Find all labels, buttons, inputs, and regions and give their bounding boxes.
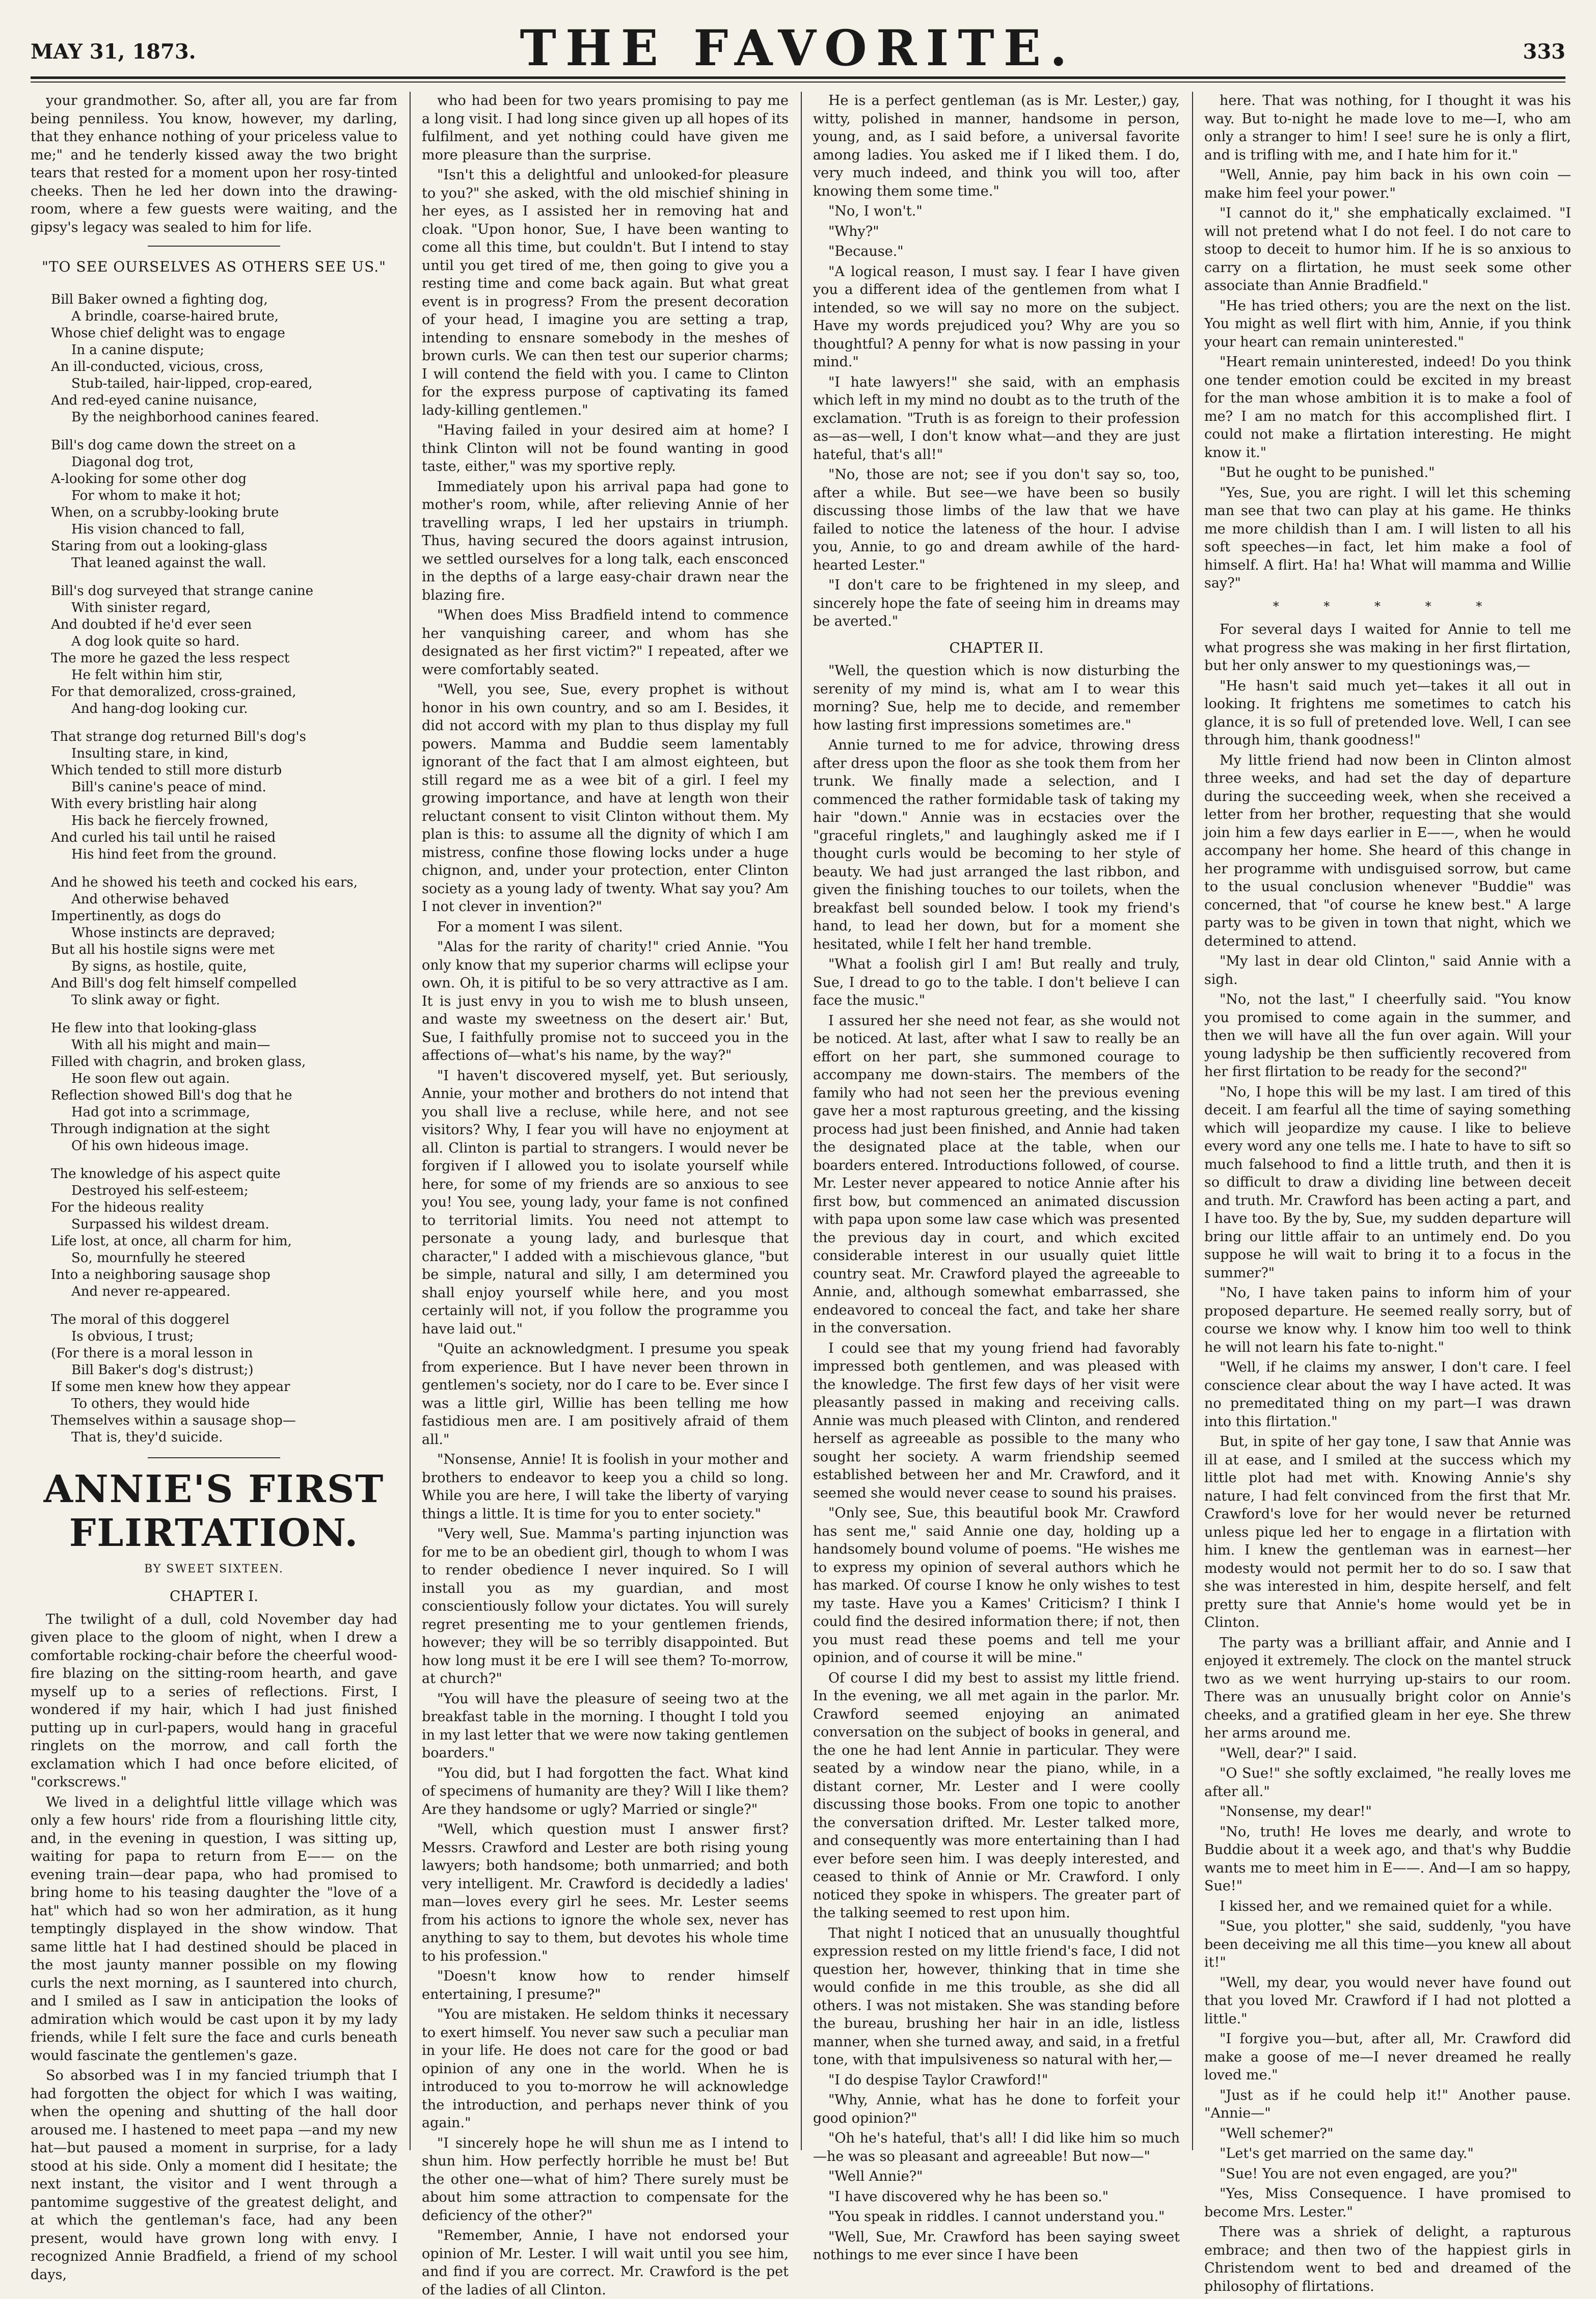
paragraph: Immediately upon his arrival papa had gone to mother's room, while, after relieving Annie of her travelling wraps, I led her upstairs in triumph. Thus, having secured the doors against intrusion, we settled ourselves for a long talk, each ensconced in the depths of a large easy-chair drawn near the blazing fire. bbox=[422, 478, 789, 603]
paragraph: "Yes, Sue, you are right. I will let this scheming man see that two can play at his game. He thinks me more childish than I am. I will listen to all his soft speeches—in fact, let him make a fool of himself. A flirt. Ha! ha! What will mamma and Willie say?" bbox=[1204, 485, 1571, 591]
paragraph: "Why, Annie, what has he done to forfeit your good opinion?" bbox=[813, 2092, 1180, 2126]
paragraph: "Well, Sue, Mr. Crawford has been saying sweet nothings to me ever since I have been bbox=[813, 2229, 1180, 2263]
poem-line: For that demoralized, cross-grained, bbox=[51, 684, 296, 700]
poem-line: Surpassed his wildest dream. bbox=[71, 1216, 269, 1232]
story-body bbox=[813, 662, 1180, 2264]
poem-line: He soon flew out again. bbox=[71, 1071, 230, 1086]
poem-line: Reflection showed Bill's dog that he bbox=[51, 1087, 292, 1103]
poem-line: His back he fiercely frowned, bbox=[71, 813, 269, 828]
poem-line: Through indignation at the sight bbox=[51, 1121, 270, 1137]
paragraph: The twilight of a dull, cold November day had given place to the gloom of night, when I drew a comfortable rocking-chair before the cheerful wood-fire blazing on the sitting-room hearth, and gave myself up to a series of reflections. First, I wondered if my hair, which I had just finished putting up in curl-papers, would hang in graceful ringlets on the morrow, and call forth the exclamation which I had once before elicited, of "corkscrews." bbox=[31, 1611, 397, 1790]
poem-line: That is, they'd suicide. bbox=[71, 1429, 223, 1445]
chapter-heading: CHAPTER I. bbox=[170, 1588, 258, 1605]
paragraph: "I hate lawyers!" she said, with an emphasis which left in my mind no doubt as to the truth of the exclamation. "Truth is as foreign to their profession as—as—well, I don't know what—and they are just hateful, that's all!" bbox=[813, 374, 1180, 463]
paragraph: "You did, but I had forgotten the fact. What kind of specimens of humanity are they? Will I like them? Are they handsome or ugly? Married or single?" bbox=[422, 1765, 789, 1817]
paragraph: "Well, if he claims my answer, I don't care. I feel conscience clear about the way I have acted. It was no premeditated thing on my part—I was drawn into this flirtation." bbox=[1204, 1359, 1571, 1430]
paragraph: who had been for two years promising to pay me a long visit. I had long since given up all hopes of its fulfilment, and yet nothing could have given me more pleasure than the surprise. bbox=[422, 93, 789, 163]
paragraph: "Only see, Sue, this beautiful book Mr. Crawford has sent me," said Annie one day, holding up a handsomely bound volume of poems. "He wishes me to express my opinion of several authors which he has marked. Of course I know he only wishes to test my taste. Have you a Kames' Criticism? I think I could find the desired information there; if not, then you must read these poems and tell me your opinion, and of course it will be mine." bbox=[813, 1505, 1180, 1666]
paragraph: My little friend had now been in Clinton almost three weeks, and had set the day of departure during the succeeding week, when she received a letter from her brother, requesting that she would join him a few days earlier in E——, when he would accompany her home. She heard of this change in her programme with undisguised sorrow, but came to the usual conclusion whenever "Buddie" was concerned, that "of course he knew best." A large party was to be given in town that night, which we determined to attend. bbox=[1204, 752, 1571, 949]
paragraph: "No, I hope this will be my last. I am tired of this deceit. I am fearful all the time of saying something which will jeopardize my cause. I like to believe every word any one tells me. I hate to have to sift so much falsehood to find a little truth, and then it is so difficult to draw a dividing line between deceit and truth. Mr. Crawford has been acting a part, and I have too. By the by, Sue, my sudden departure will bring our little affair to an untimely end. Do you suppose he will wait to bring it to a focus in the summer?" bbox=[1204, 1084, 1571, 1281]
paragraph: "Alas for the rarity of charity!" cried Annie. "You only know that my superior charms will eclipse your own. Oh, it is pitiful to be so very attractive as I am. It is just envy in you to wish me to blush unseen, and waste my sweetness on the desert air.' But, Sue, I faithfully promise not to succeed you in the affections of—what's his name, by the way?" bbox=[422, 939, 789, 1063]
paragraph: There was a shriek of delight, a rapturous embrace; and then two of the happiest girls in Christendom went to bed and dreamed of the philosophy of flirtations. bbox=[1204, 2224, 1571, 2294]
paragraph: "Quite an acknowledgment. I presume you speak from experience. But I have never been thrown in gentlemen's society, nor do I care to be. Ever since I was a little girl, Willie has been telling me how fastidious men are. I am positively afraid of them all." bbox=[422, 1341, 789, 1448]
poem-line: But all his hostile signs were met bbox=[51, 942, 275, 957]
column-4 bbox=[1204, 92, 1571, 2294]
poem-stanza bbox=[31, 729, 397, 863]
poem-line: Themselves within a sausage shop— bbox=[51, 1412, 296, 1428]
paragraph: Of course I did my best to assist my little friend. In the evening, we all met again in the parlor. Mr. Crawford seemed enjoying an animated conversation on the subject of books in general, and the one he had lent Annie in particular. They were seated by a window near the piano, while, in a distant corner, Mr. Lester and I were coolly discussing those books. From one topic to another the conversation drifted. Mr. Lester talked more, and consequently was more entertaining than I had ever before seen him. I was deeply interested, and ceased to think of Annie or Mr. Crawford. I only noticed they spoke in whispers. The greater part of the talking seemed to rest upon him. bbox=[813, 1670, 1180, 1921]
paragraph: "Heart remain uninterested, indeed! Do you think one tender emotion could be excited in my breast for the man whose ambition it is to make a fool of me? I am no match for this accomplished flirt. I could not make a flirtation interesting. He might know it." bbox=[1204, 354, 1571, 461]
paragraph: "When does Miss Bradfield intend to commence her vanquishing career, and whom has she designated as her first victim?" I repeated, after we were comfortably seated. bbox=[422, 607, 789, 678]
section-separator bbox=[148, 1457, 280, 1458]
story-title: ANNIE'S FIRST FLIRTATION. bbox=[43, 1467, 385, 1555]
poem-stanza bbox=[31, 1312, 397, 1446]
poem-line: Staring from out a looking-glass bbox=[51, 538, 267, 554]
issue-date: MAY 31, 1873. bbox=[31, 40, 196, 64]
story-byline: BY SWEET SIXTEEN. bbox=[144, 1562, 284, 1575]
newspaper-title: THE FAVORITE. bbox=[520, 19, 1076, 77]
poem-line: For whom to make it hot; bbox=[71, 488, 241, 503]
paragraph: here. That was nothing, for I thought it was his way. But to-night he made love to me—I, who am only a stranger to him! I see! sure he is only a flirt, and is trifling with me, and I hate him for it." bbox=[1204, 93, 1571, 163]
poem-line: And he showed his teeth and cocked his ears, bbox=[51, 874, 358, 890]
poem-line: Bill's canine's peace of mind. bbox=[71, 779, 266, 795]
story-body bbox=[1204, 621, 1571, 2295]
paragraph: your grandmother. So, after all, you are far from being penniless. You know, however, my darling, that they enhance nothing of your priceless value to me;" and he tenderly kissed away the two bright tears that rested for a moment upon her rosy-tinted cheeks. Then he led her down into the drawing-room, where a few guests were waiting, and the gipsy's legacy was sealed to him for life. bbox=[31, 93, 397, 235]
paragraph: "But he ought to be punished." bbox=[1220, 465, 1435, 480]
paragraph: "I have discovered why he has been so." bbox=[828, 2188, 1109, 2205]
story-body bbox=[422, 92, 789, 2299]
column-divider bbox=[801, 92, 802, 2150]
column-divider bbox=[410, 92, 411, 2150]
poem-line: He flew into that looking-glass bbox=[51, 1020, 257, 1036]
paragraph: That night I noticed that an unusually thoughtful expression rested on my little friend's face, I did not question her, however, thinking that in time she would confide in me this trouble, as she did all others. I was not mistaken. She was standing before the bureau, brushing her hair in an idle, listless manner, when she turned away, and said, in a fretful tone, with that impulsiveness so natural with her,— bbox=[813, 1925, 1180, 2068]
paragraph: "No, truth! He loves me dearly, and wrote to Buddie about it a week ago, and that's why Buddie wants me to meet him in E——. And—I am so happy, Sue!" bbox=[1204, 1824, 1571, 1894]
poem-line: Bill's dog came down the street on a bbox=[51, 437, 296, 453]
poem-line: To slink away or fight. bbox=[71, 992, 220, 1008]
poem-line: He felt within him stir, bbox=[71, 667, 223, 683]
poem-line: With every bristling hair along bbox=[51, 796, 257, 812]
paragraph: "Well Annie?" bbox=[828, 2169, 923, 2184]
paragraph: "I sincerely hope he will shun me as I intend to shun him. How perfectly horrible he must be! But the other one—what of him? There surely must be about him some attraction to compensate for the deficiency of the other?" bbox=[422, 2135, 789, 2224]
poem-line: And curled his tail until he raised bbox=[51, 830, 276, 845]
poem-line: A-looking for some other dog bbox=[51, 471, 247, 487]
poem-stanza bbox=[31, 874, 397, 1009]
poem-line: With all his might and main— bbox=[71, 1037, 270, 1053]
poem-line: So, mournfully he steered bbox=[71, 1250, 246, 1266]
poem-line: For the hideous reality bbox=[51, 1199, 204, 1215]
paragraph: "You speak in riddles. I cannot understand you." bbox=[828, 2209, 1165, 2225]
poem-body bbox=[31, 291, 397, 1446]
poem-stanza bbox=[31, 1166, 397, 1300]
paragraph: For several days I waited for Annie to tell me what progress she was making in her first flirtation, but her only answer to my questionings was,— bbox=[1204, 622, 1571, 674]
paragraph: "Oh he's hateful, that's all! I did like him so much—he was so pleasant and agreeable! But now—" bbox=[813, 2130, 1180, 2164]
poem-line: By the neighborhood canines feared. bbox=[71, 409, 319, 425]
paragraph: "No, those are not; see if you don't say so, too, after a while. But see—we have been so busily discussing those limbs of the law that we have failed to notice the lateness of the hour. I advise you, Annie, to go and dream awhile of the hard-hearted Lester." bbox=[813, 467, 1180, 573]
poem-line: If some men knew how they appear bbox=[51, 1379, 290, 1395]
paragraph: "Sue! You are not even engaged, are you?" bbox=[1220, 2166, 1518, 2182]
poem-line: In a canine dispute; bbox=[71, 342, 204, 358]
poem-line: Destroyed his self-esteem; bbox=[71, 1183, 249, 1198]
poem-line: With sinister regard, bbox=[71, 600, 211, 616]
poem-line: That leaned against the wall. bbox=[71, 555, 266, 571]
poem-line: Had got into a scrimmage, bbox=[71, 1104, 251, 1120]
paragraph: "Sue, you plotter," she said, suddenly, "you have been deceiving me all this time—you knew all about it!" bbox=[1204, 1918, 1571, 1970]
chapter-heading: CHAPTER II. bbox=[949, 639, 1044, 656]
paragraph: We lived in a delightful little village which was only a few hours' ride from a flourishing little city, and, in the evening in question, I was sitting up, waiting for papa to return from E—— on the evening train—dear papa, who had promised to bring home to his teasing daughter the "love of a hat" which had so won her admiration, as it hung temptingly displayed in the show window. That same little hat I had destined should be placed in the most jaunty manner possible on my flowing curls the next morning, as I sauntered into church, and I smiled as I saw in anticipation the looks of admiration which would be cast upon it by my lady friends, while I felt sure the face and curls beneath would fascinate the gentlemen's gaze. bbox=[31, 1794, 397, 2064]
story-continuation bbox=[31, 92, 397, 236]
paragraph: "No, I have taken pains to inform him of your proposed departure. He seemed really sorry, but of course we know why. I know him too well to think he will not learn his fate to-night." bbox=[1204, 1285, 1571, 1355]
poem-line: By signs, as hostile, quite, bbox=[71, 958, 247, 974]
paragraph: "Well, Annie, pay him back in his own coin —make him feel your power." bbox=[1204, 167, 1571, 201]
paragraph: "Well, which question must I answer first? Messrs. Crawford and Lester are both rising young lawyers; both handsome; both unmarried; and both very intelligent. Mr. Crawford is decidedly a ladies' man—loves every girl he sees. Mr. Lester seems from his actions to ignore the whole sex, never has anything to say to them, but devotes his whole time to his profession." bbox=[422, 1822, 789, 1964]
paragraph: So absorbed was I in my fancied triumph that I had forgotten the object for which I was waiting, when the opening and shutting of the hall door aroused me. I hastened to meet papa —and my new hat—but paused a moment in surprise, for a lady stood at his side. Only a moment did I hesitate; the next instant, the visitor and I went through a pantomime suggestive of the greatest delight, and at which the gentleman's face, had any been present, would have grown long with envy. I recognized Annie Bradfield, a friend of my school days, bbox=[31, 2068, 397, 2283]
poem-line: Is obvious, I trust; bbox=[71, 1328, 194, 1344]
paragraph: I kissed her, and we remained quiet for a while. bbox=[1220, 1898, 1553, 1914]
paragraph: "No, not the last," I cheerfully said. "You know you promised to come again in the summer, and then we will have all the fun over again. Will your young ladyship be then sufficiently recovered from her first flirtation to be ready for the second?" bbox=[1204, 992, 1571, 1080]
poem-line: The moral of this doggerel bbox=[51, 1312, 230, 1327]
paragraph: "Just as if he could help it!" Another pause. "Annie—" bbox=[1204, 2087, 1571, 2121]
column-divider bbox=[1192, 92, 1193, 2150]
poem-stanza bbox=[31, 583, 397, 717]
paragraph: "He has tried others; you are the next on the list. You might as well flirt with him, Annie, if you think your heart can remain uninterested." bbox=[1204, 298, 1571, 350]
poem-stanza bbox=[31, 1020, 397, 1155]
section-separator bbox=[148, 246, 280, 247]
poem-line: The knowledge of his aspect quite bbox=[51, 1166, 281, 1182]
poem-line: And otherwise behaved bbox=[71, 891, 229, 907]
story-body bbox=[31, 1611, 397, 2284]
paragraph: "A logical reason, I must say. I fear I have given you a different idea of the gentlemen from what I intended, so we will say no more on the subject. Have my words prejudiced you? Why are you so thoughtful? A penny for what is now passing in your mind." bbox=[813, 263, 1180, 370]
poem-line: Impertinently, as dogs do bbox=[51, 908, 221, 924]
paragraph: "Yes, Miss Consequence. I have promised to become Mrs. Lester." bbox=[1204, 2186, 1571, 2220]
paragraph: "Doesn't know how to render himself entertaining, I presume?" bbox=[422, 1968, 789, 2002]
paragraph: "Well, my dear, you would never have found out that you loved Mr. Crawford if I had not plotted a little." bbox=[1204, 1974, 1571, 2027]
paragraph: "Well schemer?" bbox=[1220, 2125, 1334, 2142]
masthead-rule bbox=[31, 76, 1565, 79]
column-3 bbox=[813, 92, 1180, 2263]
poem-line: An ill-conducted, vicious, cross, bbox=[51, 359, 264, 375]
poem-line: A brindle, coarse-haired brute, bbox=[71, 308, 279, 324]
paragraph: "Very well, Sue. Mamma's parting injunction was for me to be an obedient girl, though to whom I was to render obedience I never inquired. So I will install you as my guardian, and most conscientiously follow your dictates. You will surely regret presenting me to your gentlemen friends, however; they will be so terribly disappointed. But how long must it be ere I will see them? To-morrow, at church?" bbox=[422, 1526, 789, 1687]
poem-line: Stub-tailed, hair-lipped, crop-eared, bbox=[71, 376, 313, 391]
paragraph: "No, I won't." bbox=[828, 203, 923, 219]
paragraph: I could see that my young friend had favorably impressed both gentlemen, and was pleased with the knowledge. The first few days of her visit were pleasantly passed in making and receiving calls. Annie was much pleased with Clinton, and rendered herself as agreeable as possible to the many who sought her society. A warm friendship seemed established between her and Mr. Crawford, and it seemed she would never cease to sound his praises. bbox=[813, 1340, 1180, 1501]
paragraph: He is a perfect gentleman (as is Mr. Lester,) gay, witty, polished in manner, handsome in person, young, and, as I said before, a universal favorite among ladies. You asked me if I liked them. I do, very much indeed, and think you will too, after knowing them some time." bbox=[813, 93, 1180, 199]
poem-line: The more he gazed the less respect bbox=[51, 650, 290, 666]
paragraph: "Well, the question which is now disturbing the serenity of my mind is, what am I to wear this morning? Sue, help me to decide, and remember how lasting first impressions sometimes are." bbox=[813, 663, 1180, 733]
paragraph: The party was a brilliant affair, and Annie and I enjoyed it extremely. The clock on the mantel struck two as we went hurrying up-stairs to our room. There was an unusually bright color on Annie's cheeks, and a gratified gleam in her eye. She threw her arms around me. bbox=[1204, 1635, 1571, 1741]
paragraph: "Let's get married on the same day." bbox=[1220, 2146, 1474, 2161]
paragraph: "What a foolish girl I am! But really and truly, Sue, I dread to go to the table. I don't believe I can face the music." bbox=[813, 956, 1180, 1008]
poem-line: Bill's dog surveyed that strange canine bbox=[51, 583, 314, 599]
poem-line: And doubted if he'd ever seen bbox=[51, 617, 252, 632]
poem-line: Whose instincts are depraved; bbox=[71, 925, 276, 941]
paragraph: For a moment I was silent. bbox=[437, 919, 623, 935]
poem-line: (For there is a moral lesson in bbox=[51, 1345, 253, 1361]
paragraph: "I forgive you—but, after all, Mr. Crawford did make a goose of me—I never dreamed he really loved me." bbox=[1204, 2031, 1571, 2083]
paragraph: "You will have the pleasure of seeing two at the breakfast table in the morning. I thought I told you in my last letter that we were now taking gentlemen boarders." bbox=[422, 1691, 789, 1761]
poem-line: When, on a scrubby-looking brute bbox=[51, 504, 279, 520]
paragraph: "Nonsense, my dear!" bbox=[1220, 1804, 1372, 1820]
poem-stanza bbox=[31, 291, 397, 426]
story-body bbox=[813, 92, 1180, 631]
poem-line: Of his own hideous image. bbox=[71, 1138, 249, 1154]
poem-line: Whose chief delight was to engage bbox=[51, 325, 285, 341]
paragraph: "Well, dear?" I said. bbox=[1220, 1745, 1357, 1761]
poem-line: And hang-dog looking cur. bbox=[71, 701, 248, 716]
poem-line: Bill Baker's dog's distrust;) bbox=[71, 1362, 254, 1378]
poem-line: To others, they would hide bbox=[71, 1396, 250, 1411]
paragraph: "Because." bbox=[828, 244, 904, 259]
paragraph: "He hasn't said much yet—takes it all out in looking. It frightens me sometimes to catch his glance, it is so full of pretended love. Well, I can see through him, thank goodness!" bbox=[1204, 678, 1571, 748]
paragraph: But, in spite of her gay tone, I saw that Annie was ill at ease, and I smiled at the success which my little plot had met with. Knowing Annie's shy nature, I had felt convinced from the first that Mr. Crawford's love for her would never be returned unless pique led her to engage in a flirtation with him. I knew the gentleman was in earnest—her modesty would not permit her to do so. I saw that she was interested in him, despite herself, and felt pretty sure that Annie's home would yet be in Clinton. bbox=[1204, 1434, 1571, 1630]
paragraph: "You are mistaken. He seldom thinks it necessary to exert himself. You never saw such a peculiar man in your life. He does not care for the good or bad opinion of any one in the world. When he is introduced to you to-morrow he will acknowledge the introduction, and perhaps never think of you again." bbox=[422, 2007, 789, 2131]
paragraph: I assured her she need not fear, as she would not be noticed. At last, after what I saw to really be an effort on her part, she summoned courage to accompany me down-stairs. The members of the family who had not seen her the previous evening gave her a most rapturous greeting, and the kissing process had just been finished, and Annie had taken the designated place at the table, when our boarders entered. Introductions followed, of course. Mr. Lester never appeared to notice Annie after his first bow, but commenced an animated discussion with papa upon some law case which was presented the previous day in court, and which excited considerable interest in our usually quiet little country seat. Mr. Crawford played the agreeable to Annie, and, although somewhat embarrassed, she endeavored to conceal the fact, and take her share in the conversation. bbox=[813, 1012, 1180, 1336]
paragraph: "Having failed in your desired aim at home? I think Clinton will not be found wanting in good taste, either," was my sportive reply. bbox=[422, 422, 789, 474]
poem-line: And Bill's dog felt himself compelled bbox=[51, 975, 297, 991]
paragraph: "Isn't this a delightful and unlooked-for pleasure to you?" she asked, with the old mischief shining in her eyes, as I assisted her in removing hat and cloak. "Upon honor, Sue, I have been wanting to come all this time, but couldn't. But I intend to stay until you get tired of me, then going to give you a resting time and come back again. But what great event is in progress? From the present decoration of your head, I imagine you are setting a trap, intending to ensnare somebody in the meshes of brown curls. We can then test our superior charms; I will contend the field with you. I came to Clinton for the express purpose of captivating its famed lady-killing gentlemen." bbox=[422, 167, 789, 418]
poem-line: Life lost, at once, all charm for him, bbox=[51, 1233, 292, 1249]
paragraph: "Why?" bbox=[828, 223, 879, 239]
poem-title: "TO SEE OURSELVES AS OTHERS SEE US." bbox=[41, 258, 387, 275]
poem-line: Into a neighboring sausage shop bbox=[51, 1267, 270, 1282]
poem-stanza bbox=[31, 437, 397, 572]
poem-line: His vision chanced to fall, bbox=[71, 521, 245, 537]
poem-line: And never re-appeared. bbox=[71, 1284, 231, 1299]
masthead bbox=[31, 14, 1565, 75]
poem-line: Diagonal dog trot, bbox=[71, 454, 194, 470]
paragraph: "I do despise Taylor Crawford!" bbox=[828, 2072, 1048, 2088]
poem-line: And red-eyed canine nuisance, bbox=[51, 392, 258, 408]
poem-line: That strange dog returned Bill's dog's bbox=[51, 729, 306, 744]
column-2 bbox=[422, 92, 789, 2298]
paragraph: "I cannot do it," she emphatically exclaimed. "I will not pretend what I do not feel. I do not care to stoop to deceit to humor him. If he is so anxious to carry on a flirtation, he must seek some other associate than Annie Bradfield." bbox=[1204, 205, 1571, 293]
paragraph: "My last in dear old Clinton," said Annie with a sigh. bbox=[1204, 953, 1571, 987]
page-number: 333 bbox=[1523, 40, 1565, 64]
poem-line: Bill Baker owned a fighting dog, bbox=[51, 291, 268, 307]
poem-line: A dog look quite so hard. bbox=[71, 633, 240, 649]
masthead-rule-thin bbox=[31, 82, 1565, 83]
poem-line: His hind feet from the ground. bbox=[71, 846, 277, 862]
paragraph: Annie turned to me for advice, throwing dress after dress upon the floor as she took them from her trunk. We finally made a selection, and I commenced the rather formidable task of taking my hair "down." Annie was in ecstacies over the "graceful ringlets," and laughingly asked me if I thought curls would be becoming to her style of beauty. We had just arranged the last ribbon, and given the finishing touches to our toilets, when the breakfast bell sounded below. I took my friend's hand, to lead her down, but for a moment she hesitated, while I felt her hand tremble. bbox=[813, 737, 1180, 952]
column-1 bbox=[31, 92, 397, 2283]
paragraph: "O Sue!" she softly exclaimed, "he really loves me after all." bbox=[1204, 1766, 1571, 1800]
poem-line: Which tended to still more disturb bbox=[51, 762, 282, 778]
poem-line: Insulting stare, in kind, bbox=[71, 745, 229, 761]
story-body bbox=[1204, 92, 1571, 593]
paragraph: "Remember, Annie, I have not endorsed your opinion of Mr. Lester. I will wait until you see him, and find if you are correct. Mr. Crawford is the pet of the ladies of all Clinton. bbox=[422, 2228, 789, 2298]
section-break-stars: * * * * * bbox=[1273, 599, 1503, 613]
paragraph: "I haven't discovered myself, yet. But seriously, Annie, your mother and brothers do not intend that you shall live a recluse, while here, and not see visitors? Why, I fear you will have no enjoyment at all. Clinton is partial to strangers. I would never be forgiven if I allowed you to isolate yourself while here, for some of my friends are so anxious to see you! You see, young lady, your fame is not confined to territorial limits. You need not attempt to personate a young lady, and burlesque that character," I added with a mischievous glance, "but be simple, natural and silly, I am determined you shall enjoy yourself while here, and you most certainly will not, if you follow the programme you have laid out." bbox=[422, 1067, 789, 1337]
paragraph: "Nonsense, Annie! It is foolish in your mother and brothers to endeavor to keep you a child so long. While you are here, I will take the liberty of varying things a little. It is time for you to enter society." bbox=[422, 1452, 789, 1522]
paragraph: "Well, you see, Sue, every prophet is without honor in his own country, and so am I. Besides, it did not accord with my plan to thus display my full powers. Mamma and Buddie seem lamentably ignorant of the fact that I am almost eighteen, but still regard me as a wee bit of a girl. I feel my growing importance, and have at length won their reluctant consent to visit Clinton without them. My plan is this: to assume all the dignity of which I am mistress, confine those flowing locks under a huge chignon, and, under your protection, enter Clinton society as a young lady of twenty. What say you? Am I not clever in invention?" bbox=[422, 682, 789, 915]
paragraph: "I don't care to be frightened in my sleep, and sincerely hope the fate of seeing him in dreams may be averted." bbox=[813, 577, 1180, 629]
poem-line: Filled with chagrin, and broken glass, bbox=[51, 1054, 306, 1070]
